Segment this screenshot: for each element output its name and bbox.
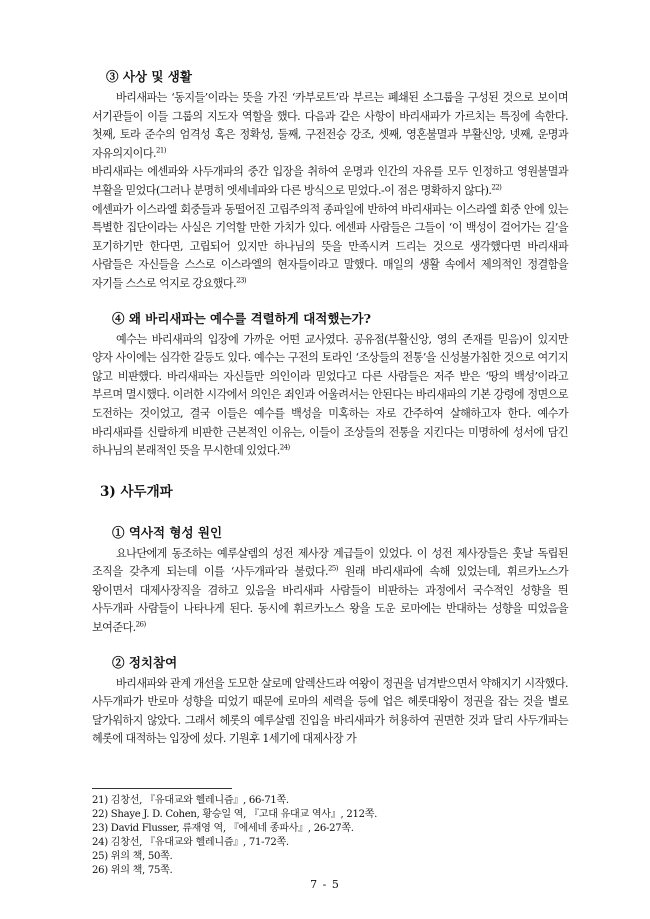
paragraph-text: 바리새파는 에센파와 사두개파의 중간 입장을 취하여 운명과 인간의 자유를 모두 인정하고 영원불멸과 부활을 믿었다(그러나 분명히 엣세네파와 다른 방식으로 믿었다.-이 점은 명확하지 않다). [92, 165, 568, 197]
paragraph [92, 331, 568, 461]
footnote: 26) 위의 책, 75쪽. [92, 865, 173, 876]
paragraph [92, 675, 568, 749]
section-heading-sadducees: 3) 사두개파 [100, 483, 173, 500]
subheading-political-participation: ② 정치참여 [112, 654, 178, 670]
footnotes [92, 794, 377, 878]
subheading-historical-origin: ① 역사적 형성 원인 [112, 524, 223, 540]
footnote: 23) David Flusser, 류재영 역, 『에세네 종파사』, 26-27쪽. [92, 823, 354, 834]
paragraph-text: 요나단에게 동조하는 예루살렘의 성전 제사장 계급들이 있었다. 이 성전 제사장들은 훗날 독립된 조직을 갖추게 되는데 이를 ‘사두개파’라 불렀다. [92, 546, 568, 579]
footnote: 25) 위의 책, 50쪽. [92, 851, 173, 862]
paragraph-text: 바리새파는 ‘동지들’이라는 뜻을 가진 ‘카부로트’라 부르는 폐쇄된 소그룹을 구성된 것으로 보이며 서기관들이 이들 그룹의 지도자 역할을 했다. 다음과 같은 사항이 바리새파가 가르치는 특징에 속한다. 첫째, 토라 준수의 엄격성 혹은 정확성, 둘째, 구전전승 강조, 셋째, 영혼불멸과 부활신앙, 넷째, 운명과 자유의지이다. [92, 91, 568, 160]
footnote-ref: 22) [491, 183, 502, 192]
paragraph [92, 89, 568, 163]
subheading-why-opposed-jesus: ④ 왜 바리새파는 예수를 격렬하게 대적했는가? [112, 310, 371, 326]
footnote-divider [92, 788, 232, 789]
paragraph-text: 에센파가 이스라엘 회중들과 동떨어진 고립주의적 종파일에 반하여 바리새파는 이스라엘 회중 안에 있는 특별한 집단이라는 사실은 기억할 만한 가치가 있다. 에센파 사람들은 그들이 ‘이 백성이 걸어가는 길’을 포기하기만 한다면, 고립되어 있지만 하나님의 뜻을 만족시켜 드리는 것으로 생각했다면 바리새파 사람들은 자신들을 스스로 이스라엘의 현자들이라고 말했다. 매일의 생활 속에서 제의적인 정결함을 자기들 스스로 억지로 강요했다. [92, 202, 568, 290]
subheading-thought-and-life: ③ 사상 및 생활 [106, 69, 192, 84]
paragraph-text: 원래 바리새파에 속해 있었는데, 휘르카노스가 왕이면서 대제사장직을 겸하고 있음을 바리새파 사람들이 비판하는 과정에서 국수적인 성향을 띈 사두개파 사람들이 나타나게 된다. 동시에 휘르카노스 왕을 도운 로마에는 반대하는 성향을 띠었음을 보여준다. [92, 565, 569, 635]
footnote-ref: 25) [327, 564, 338, 573]
page-number: 7 - 5 [310, 878, 340, 891]
paragraph-text: 예수는 바리새파의 입장에 가까운 어떤 교사였다. 공유점(부활신앙, 영의 존재를 믿음)이 있지만 양자 사이에는 심각한 갈등도 있다. 예수는 구전의 토라인 ‘조상들의 전통’을 신성불가침한 것으로 여기지 않고 비판했다. 바리새파는 자신들만 의인이라 믿었다고 다른 사람들은 저주 받은 ‘땅의 백성’이라고 부르며 멸시했다. 이러한 시각에서 의인은 죄인과 어울려서는 안된다는 바리새파의 기본 강령에 정면으로 도전하는 것이었고, 결국 이들은 예수를 백성을 미혹하는 자로 간주하여 살해하고자 한다. 예수가 바리새파를 신랄하게 비판한 근본적인 이유는, 이들이 조상들의 전통을 지킨다는 미명하에 성서에 담긴 하나님의 본래적인 뜻을 무시한데 있었다. [92, 332, 568, 458]
paragraph-text: 바리새파와 관계 개선을 도모한 살로메 알렉산드라 여왕이 정권을 넘겨받으면서 약해지기 시작했다. 사두개파가 반로마 성향을 띠었기 때문에 로마의 세력을 등에 업은 헤롯대왕이 정권을 잡는 것을 별로 달가워하지 않았다. 그래서 헤롯의 예루살렘 진입을 바리새파가 허용하여 권면한 것과 달리 사두개파는 헤롯에 대적하는 입장에 섰다. 기원후 1세기에 대제사장 가 [92, 676, 568, 746]
footnote-ref: 21) [155, 146, 166, 155]
footnote-ref: 23) [236, 276, 247, 285]
footnote-ref: 26) [135, 620, 146, 629]
footnote-ref: 24) [279, 443, 290, 452]
paragraph [92, 545, 568, 638]
paragraph [92, 201, 568, 294]
footnote: 24) 김창선, 『유대교와 헬레니즘』, 71-72쪽. [92, 837, 289, 848]
footnote: 22) Shaye J. D. Cohen, 황승일 역, 『고대 유대교 역사』, 212쪽. [92, 809, 378, 820]
paragraph [92, 163, 568, 200]
footnote: 21) 김창선, 『유대교와 헬레니즘』, 66-71쪽. [92, 795, 289, 806]
